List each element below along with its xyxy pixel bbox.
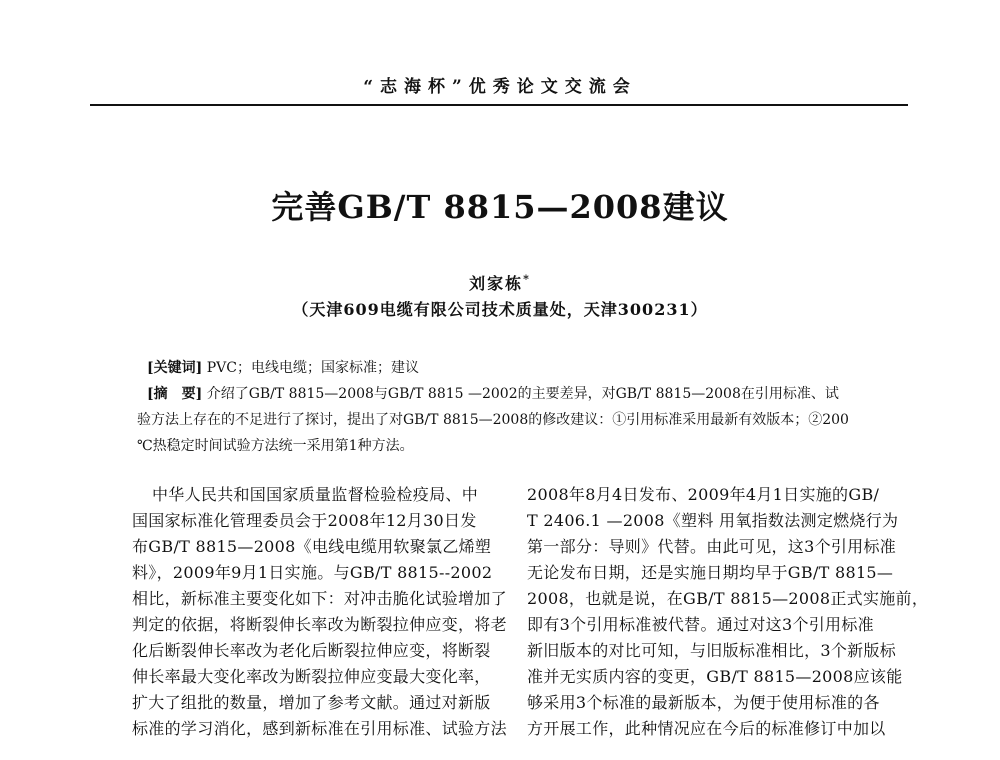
- body-line: 国国家标准化管理委员会于2008年12月30日发: [132, 511, 477, 530]
- body-line: 方开展工作，此种情况应在今后的标准修订中加以: [527, 719, 886, 738]
- abstract-text: 介绍了GB/T 8815—2008与GB/T 8815 —2002的主要差异，对GB/T 8815—2008在引用标准、试: [206, 386, 839, 402]
- body-line: 标准的学习消化，感到新标准在引用标准、试验方法: [132, 719, 507, 738]
- body-line: 化后断裂伸长率改为老化后断裂拉伸应变，将断裂: [132, 641, 491, 660]
- body-line: 判定的依据，将断裂伸长率改为断裂拉伸应变，将老: [132, 615, 507, 634]
- body-line: 伸长率最大变化率改为断裂拉伸应变最大变化率，: [132, 667, 491, 686]
- body-line: T 2406.1 —2008《塑料 用氧指数法测定燃烧行为: [527, 511, 899, 530]
- body-line: 料》，2009年9月1日实施。与GB/T 8815--2002: [132, 563, 493, 582]
- body-line: 准并无实质内容的变更，GB/T 8815—2008应该能: [527, 667, 903, 686]
- body-column-left: [132, 482, 507, 742]
- body-line: 新旧版本的对比可知，与旧版标准相比，3个新版标: [527, 641, 897, 660]
- body-column-right: [527, 482, 929, 742]
- body-line: 中华人民共和国国家质量监督检验检疫局、中: [152, 485, 479, 504]
- body-line: 够采用3个标准的最新版本，为便于使用标准的各: [527, 693, 880, 712]
- body-line: 布GB/T 8815—2008《电线电缆用软聚氯乙烯塑: [132, 537, 492, 556]
- journal-header: “志海杯”优秀论文交流会: [363, 77, 637, 97]
- header-rule: [90, 104, 908, 106]
- body-line: 2008年8月4日发布、2009年4月1日实施的GB/: [527, 485, 880, 504]
- author-footnote-mark: *: [523, 272, 531, 286]
- abstract-line: ℃热稳定时间试验方法统一采用第1种方法。: [137, 438, 414, 454]
- abstract: [137, 381, 907, 459]
- body-line: 无论发布日期，还是实施日期均早于GB/T 8815—: [527, 563, 894, 582]
- body-line: 扩大了组批的数量，增加了参考文献。通过对新版: [132, 693, 491, 712]
- keywords-text: PVC；电线电缆；国家标准；建议: [206, 360, 419, 376]
- body-line: 即有3个引用标准被代替。通过对这3个引用标准: [527, 615, 874, 634]
- author-name: 刘家栋: [469, 274, 524, 293]
- body-line: 相比，新标准主要变化如下：对冲击脆化试验增加了: [132, 589, 507, 608]
- abstract-line: [137, 381, 907, 407]
- keywords: [147, 356, 907, 380]
- affiliation: （天津609电缆有限公司技术质量处，天津300231）: [292, 300, 708, 319]
- keywords-label: [关键词]: [147, 360, 203, 376]
- body-line: 第一部分：导则》代替。由此可见，这3个引用标准: [527, 537, 897, 556]
- author-line: [100, 271, 900, 294]
- abstract-label: [摘 要]: [147, 386, 203, 402]
- paper-title: 完善GB/T 8815—2008建议: [271, 188, 729, 226]
- body-line: 2008，也就是说，在GB/T 8815—2008正式实施前，: [527, 589, 929, 608]
- abstract-line: 验方法上存在的不足进行了探讨，提出了对GB/T 8815—2008的修改建议：①引用标准采用最新有效版本；②200: [137, 412, 849, 428]
